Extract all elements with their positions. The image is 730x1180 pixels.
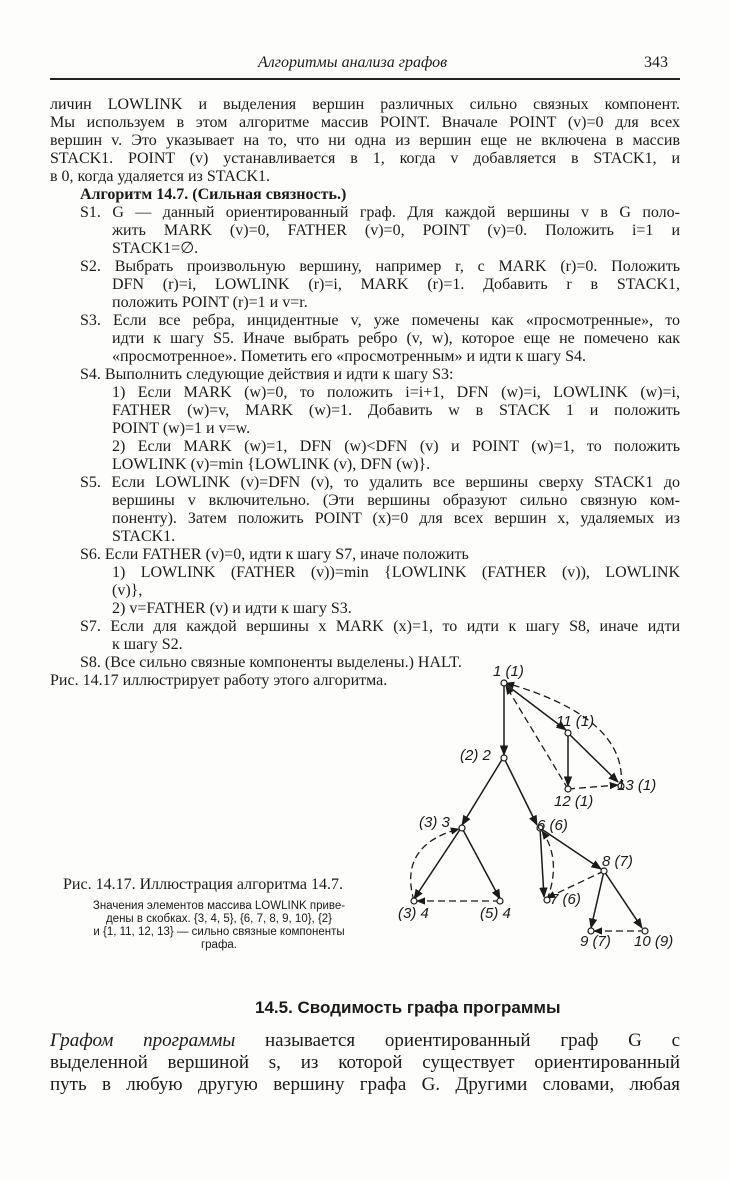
edge-4-3 (411, 829, 459, 901)
body-line: выделенной вершиной s, из которой существует ориентированный (50, 1052, 680, 1073)
text-line: STACK1=∅. (112, 240, 199, 257)
vertex-5 (497, 898, 503, 904)
text-line: Мы используем в этом алгоритме массив POINT. Вначале POINT (v)=0 для всех (50, 114, 680, 131)
label-node-1: 1 (1) (493, 663, 524, 680)
edge-8-9 (591, 871, 604, 928)
edge-2-3 (462, 758, 503, 825)
edge-6-7 (540, 828, 544, 897)
step-s3: S3. Если все ребра, инцидентные v, уже помечены как «просмотренные», то (80, 312, 680, 329)
algorithm-title: Алгоритм 14.7. (Сильная связность.) (80, 186, 347, 203)
label-node-4: (3) 4 (398, 905, 429, 922)
body-line (50, 1030, 680, 1052)
text-line: вершин v. Это указывает на то, что ни одна из вершин еще не включена в массив (50, 132, 680, 149)
vertex-4 (411, 898, 417, 904)
text-line: STACK1. POINT (v) устанавливается в 1, когда v добавляется в STACK1, и (50, 150, 680, 167)
figure-caption: Рис. 14.17. Иллюстрация алгоритма 14.7. (63, 876, 343, 893)
label-node-11: 11 (1) (556, 713, 595, 730)
label-node-7: 7 (6) (550, 891, 581, 908)
text-line: вершины v включительно. (Эти вершины образуют сильно связную ком- (112, 492, 680, 509)
label-node-2: (2) 2 (460, 747, 491, 764)
text-line: к шагу S2. (112, 636, 183, 653)
edge-11-13 (568, 733, 618, 782)
text-line: в 0, когда удаляется из STACK1. (50, 168, 271, 185)
text-line: 2) v=FATHER (v) и идти к шагу S3. (112, 600, 352, 617)
step-s5: S5. Если LOWLINK (v)=DFN (v), то удалить все вершины сверху STACK1 до (80, 474, 680, 491)
text-line: поненту). Затем положить POINT (x)=0 для всех вершин x, удаляемых из (112, 510, 680, 527)
body-line: путь в любую другую вершину графа G. Другими словами, любая (50, 1074, 680, 1095)
step-s4: S4. Выполнить следующие действия и идти к шагу S3: (80, 366, 454, 383)
text-line: POINT (w)=1 и v=w. (112, 420, 251, 437)
text-line: 2) Если MARK (w)=1, DFN (w)<DFN (v) и POINT (w)=1, то положить (112, 438, 680, 455)
label-node-12: 12 (1) (554, 793, 594, 810)
edge-12-13 (568, 785, 618, 789)
figure-note-line: дены в скобках. {3, 4, 5}, {6, 7, 8, 9, 10}, {2} (105, 913, 333, 925)
edge-8-10 (604, 871, 642, 928)
figure-note-line: и {1, 11, 12, 13} — сильно связные компоненты (93, 926, 345, 938)
label-node-5: (5) 4 (480, 905, 511, 922)
text-line: (v)}, (112, 582, 143, 599)
running-head: Алгоритмы анализа графов (258, 54, 448, 71)
edge-3-5 (462, 828, 500, 899)
text-line: STACK1. (112, 528, 176, 545)
label-node-6: 6 (6) (537, 817, 568, 834)
label-node-13: 13 (1) (617, 777, 657, 794)
text-line: FATHER (w)=v, MARK (w)=1. Добавить w в STACK 1 и положить (112, 402, 680, 419)
text-line: личин LOWLINK и выделения вершин различных сильно связных компонент. (50, 96, 680, 113)
section-heading: 14.5. Сводимость графа программы (255, 998, 561, 1017)
vertex-12 (565, 786, 571, 792)
step-s8: S8. (Все сильно связные компоненты выделены.) HALT. (80, 654, 462, 671)
edge-3-4 (414, 828, 461, 899)
edge-2-6 (504, 758, 537, 825)
vertex-2 (501, 755, 507, 761)
step-s6: S6. Если FATHER (v)=0, идти к шагу S7, иначе положить (80, 546, 469, 563)
step-s7: S7. Если для каждой вершины x MARK (x)=1, то идти к шагу S8, иначе идти (80, 618, 680, 635)
text-line: 1) LOWLINK (FATHER (v))=min {LOWLINK (FATHER (v)), LOWLINK (112, 564, 680, 581)
page-number: 343 (644, 54, 668, 71)
body-line-rest: называется ориентированный граф G с (264, 1030, 681, 1051)
text-line: положить POINT (r)=1 и v=r. (112, 294, 308, 311)
text-line: жить MARK (v)=0, FATHER (v)=0, POINT (v)=0. Положить i=1 и (112, 222, 680, 239)
text-line: LOWLINK (v)=min {LOWLINK (v), DFN (w)}. (112, 456, 431, 473)
vertex-11 (565, 730, 571, 736)
text-line: «просмотренное». Пометить его «просмотренным» и идти к шагу S4. (112, 348, 587, 365)
text-line: 1) Если MARK (w)=0, то положить i=i+1, DFN (w)=i, LOWLINK (w)=i, (112, 384, 680, 401)
figure-note-line: Значения элементов массива LOWLINK приве- (92, 900, 346, 912)
text-line: идти к шагу S5. Иначе выбрать ребро (v, w), которое еще не помечено как (112, 330, 680, 347)
label-node-8: 8 (7) (602, 853, 633, 870)
vertex-3 (459, 825, 465, 831)
step-s1: S1. G — данный ориентированный граф. Для каждой вершины v в G поло- (80, 204, 680, 221)
text-line: Рис. 14.17 иллюстрирует работу этого алгоритма. (50, 672, 388, 689)
step-s2: S2. Выбрать произвольную вершину, например r, с MARK (r)=0. Положить (80, 258, 681, 275)
text-line: DFN (r)=i, LOWLINK (r)=i, MARK (r)=1. Добавить r в STACK1, (112, 276, 680, 293)
vertex-1 (501, 680, 507, 686)
label-node-3: (3) 3 (419, 814, 450, 831)
edge-12-1 (506, 686, 568, 789)
term-italic: Графом программы (50, 1030, 236, 1051)
edge-6-8 (540, 828, 601, 869)
figure-note-line: графа. (200, 939, 238, 951)
label-node-9: 9 (7) (580, 933, 611, 950)
label-node-10: 10 (9) (634, 933, 674, 950)
